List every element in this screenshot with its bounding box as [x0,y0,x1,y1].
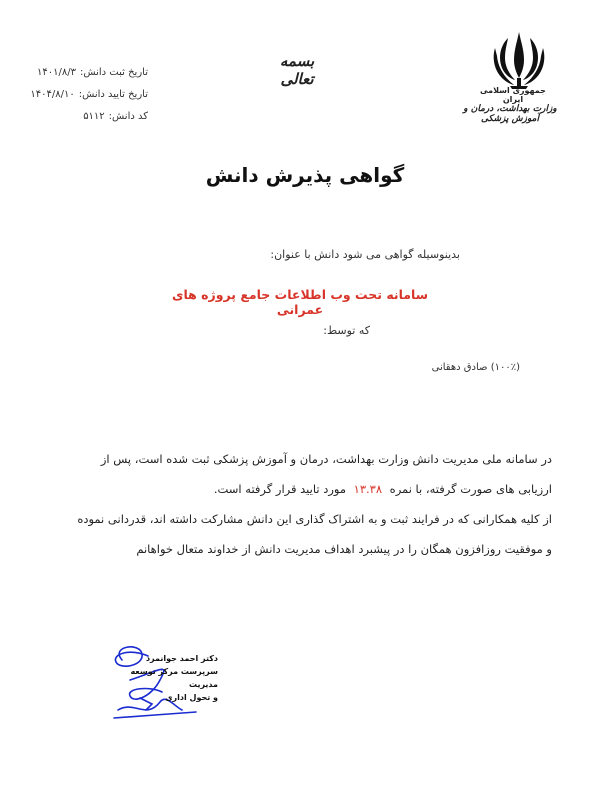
knowledge-code-value: ۵۱۱۲ [83,111,105,122]
body-line-1: در سامانه ملی مدیریت دانش وزارت بهداشت، درمان و آموزش پزشکی ثبت شده است، پس از [100,452,552,466]
ministry-name: وزارت بهداشت، درمان و آموزش پزشکی [463,104,557,124]
knowledge-code-label: کد دانش: [108,111,148,122]
author: (۱۰۰٪) صادق دهقانی [431,362,520,373]
registration-date-value: ۱۴۰۱/۸/۳ [37,67,76,78]
ministry-country: جمهوری اسلامی ایران [480,86,546,104]
body-line-2-start: ارزیابی های صورت گرفته، با نمره [389,482,552,496]
iran-emblem-icon [490,28,548,90]
approval-date-value: ۱۴۰۴/۸/۱۰ [30,89,75,100]
bismillah: بسمه تعالی [279,52,315,88]
body-line-2-end: مورد تایید قرار گرفته است. [213,482,346,496]
signatory-role: سرپرست مرکز توسعه مدیریت [130,667,218,689]
certificate-body [40,444,552,564]
knowledge-code-row [20,106,148,128]
signatory-role-2: و تحول اداری [165,693,218,702]
certificate-title: گواهی پذیرش دانش [205,163,405,187]
knowledge-subject: سامانه تحت وب اطلاعات جامع پروژه های عمرانی [171,287,429,317]
signatory-name: دکتر احمد جوانمرد [145,654,218,663]
registration-date-label: تاریخ ثبت دانش: [79,67,148,78]
score-value: ۱۳.۳۸ [353,482,383,496]
registration-date-row [20,62,148,84]
body-line-3: از کلیه همکارانی که در فرایند ثبت و به اشتراک گذاری این دانش مشارکت داشته اند، قدردانی نموده [77,512,552,526]
by-label: که توسط: [323,324,370,337]
approval-date-label: تاریخ تایید دانش: [78,89,148,100]
certificate-meta [20,62,148,128]
body-line-2 [40,474,552,504]
body-line-4: و موفقیت روزافزون همگان را در پیشبرد اهداف مدیریت دانش از خداوند متعال خواهانم [136,542,552,556]
certificate-intro: بدینوسیله گواهی می شود دانش با عنوان: [270,248,460,261]
approval-date-row [20,84,148,106]
signature-block [108,652,218,704]
